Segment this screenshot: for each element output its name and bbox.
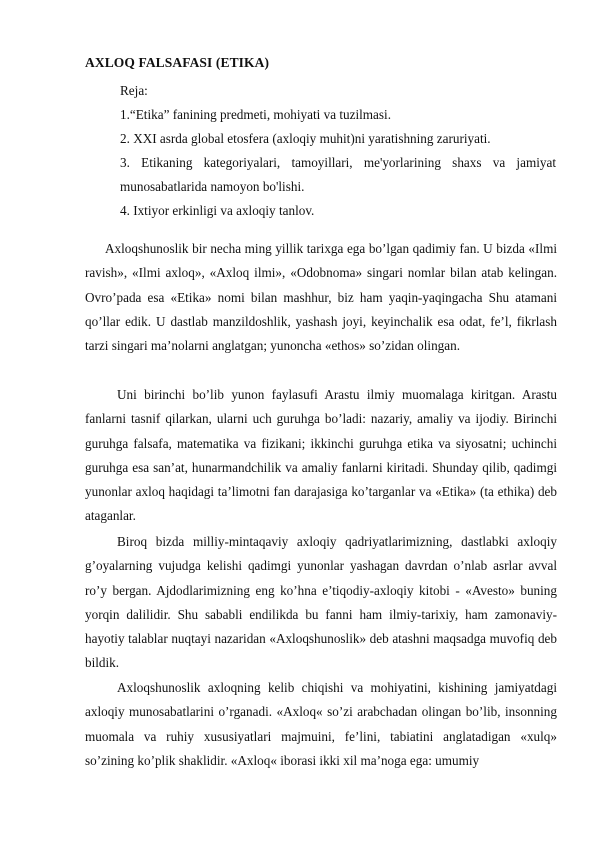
body-paragraph: Axloqshunoslik bir necha ming yillik tarixga ega bo’lgan qadimiy fan. U bizda «Ilmi ravish», «Ilmi axloq», «Axloq ilmi», «Odobnoma» singari nomlar bilan atab kelingan. Ovro’pada esa «Etika» nomi bilan mashhur, biz ham yaqin-yaqingacha Shu atamani qo’llar edik. U dastlab manzildoshlik, yashash joyi, keyinchalik esa odat, fe’l, fikrlash tarzi singari ma’nolarni anglatgan; yunoncha «ethos» so’zidan olingan. [85, 241, 557, 354]
body-paragraph: Uni birinchi bo’lib yunon faylasufi Arastu ilmiy muomalaga kiritgan. Arastu fanlarni tasnif qilarkan, ularni uch guruhga bo’ladi: nazariy, amaliy va ijodiy. Birinchi guruhga falsafa, matematika va fizikani; ikkinchi guruhga etika va siyosatni; uchinchi guruhga esa san’at, hunarmandchilik va amaliy fanlarni kiritadi. Shunday qilib, qadimgi yunonlar axloq haqidagi ta’limotni fan darajasiga ko’targanlar va «Etika» (ta ethika) deb ataganlar. [85, 387, 557, 524]
plan-heading: Reja: [120, 83, 148, 98]
body-paragraph: Axloqshunoslik axloqning kelib chiqishi va mohiyatini, kishining jamiyatdagi axloqiy munosabatlarini o’rganadi. «Axloq« so’zi arabchadan olingan bo’lib, insonning muomala va ruhiy xususiyatlari majmuini, fe’lini, tabiatini anglatadigan «xulq» so’zining ko’plik shaklidir. «Axloq« iborasi ikki xil ma’noga ega: umumiy [85, 680, 557, 768]
document-title: AXLOQ FALSAFASI (ETIKA) [85, 55, 270, 70]
plan-section [120, 79, 556, 223]
body-paragraph: Biroq bizda milliy-mintaqaviy axloqiy qadriyatlarimizning, dastlabki axloqiy g’oyalarning vujudga kelishi qadimgi yunonlar yashagan davrdan o’nlab asrlar avval ro’y bergan. Ajdodlarimizning eng ko’hna e’tiqodiy-axloqiy kitobi - «Avesto» buning yorqin dalilidir. Shu sababli endilikda bu fanni ham ilmiy-tarixiy, ham zamonaviy-hayotiy talablar nuqtayi nazaridan «Axloqshunoslik» deb atashni maqsadga muvofiq deb bildik. [85, 534, 557, 671]
plan-item-continuation: munosabatlarida namoyon bo'lishi. [120, 179, 305, 194]
plan-item: 2. XXI asrda global etosfera (axloqiy muhit)ni yaratishning zaruriyati. [120, 131, 491, 146]
plan-item: 4. Ixtiyor erkinligi va axloqiy tanlov. [120, 203, 315, 218]
plan-item: 3. Etikaning kategoriyalari, tamoyillari, me'yorlarining shaxs va jamiyat [120, 155, 556, 170]
plan-item: 1.“Etika” fanining predmeti, mohiyati va tuzilmasi. [120, 107, 392, 122]
